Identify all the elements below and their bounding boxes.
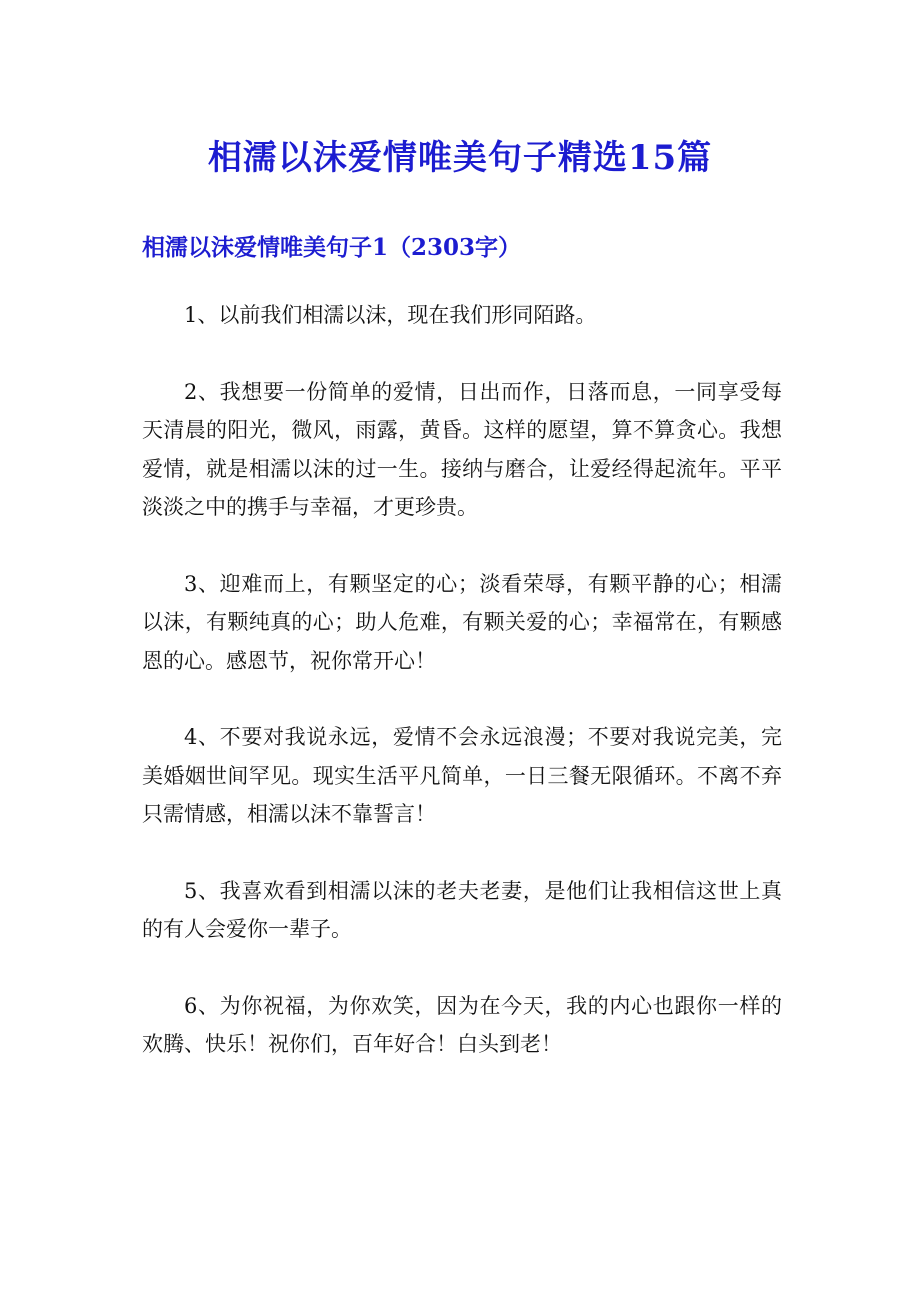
paragraph-6: 6、为你祝福，为你欢笑，因为在今天，我的内心也跟你一样的欢腾、快乐！祝你们，百年好合！白头到老！ <box>142 993 782 1056</box>
paragraph-4: 4、不要对我说永远，爱情不会永远浪漫；不要对我说完美，完美婚姻世间罕见。现实生活平凡简单，一日三餐无限循环。不离不弃只需情感，相濡以沫不靠誓言！ <box>142 725 782 826</box>
paragraph-3: 3、迎难而上，有颗坚定的心；淡看荣辱，有颗平静的心；相濡以沫，有颗纯真的心；助人危难，有颗关爱的心；幸福常在，有颗感恩的心。感恩节，祝你常开心！ <box>142 571 782 673</box>
document-title: 相濡以沫爱情唯美句子精选15篇 <box>207 138 713 178</box>
paragraph-5: 5、我喜欢看到相濡以沫的老夫老妻，是他们让我相信这世上真的有人会爱你一辈子。 <box>142 878 782 941</box>
section-heading: 相濡以沫爱情唯美句子1（2303字） <box>142 234 522 261</box>
paragraph-1: 1、以前我们相濡以沫，现在我们形同陌路。 <box>184 303 597 327</box>
document-body <box>142 296 782 1102</box>
paragraph-2: 2、我想要一份简单的爱情，日出而作，日落而息，一同享受每天清晨的阳光，微风，雨露，黄昏。这样的愿望，算不算贪心。我想爱情，就是相濡以沫的过一生。接纳与磨合，让爱经得起流年。平平淡淡之中的携手与幸福，才更珍贵。 <box>142 379 782 519</box>
